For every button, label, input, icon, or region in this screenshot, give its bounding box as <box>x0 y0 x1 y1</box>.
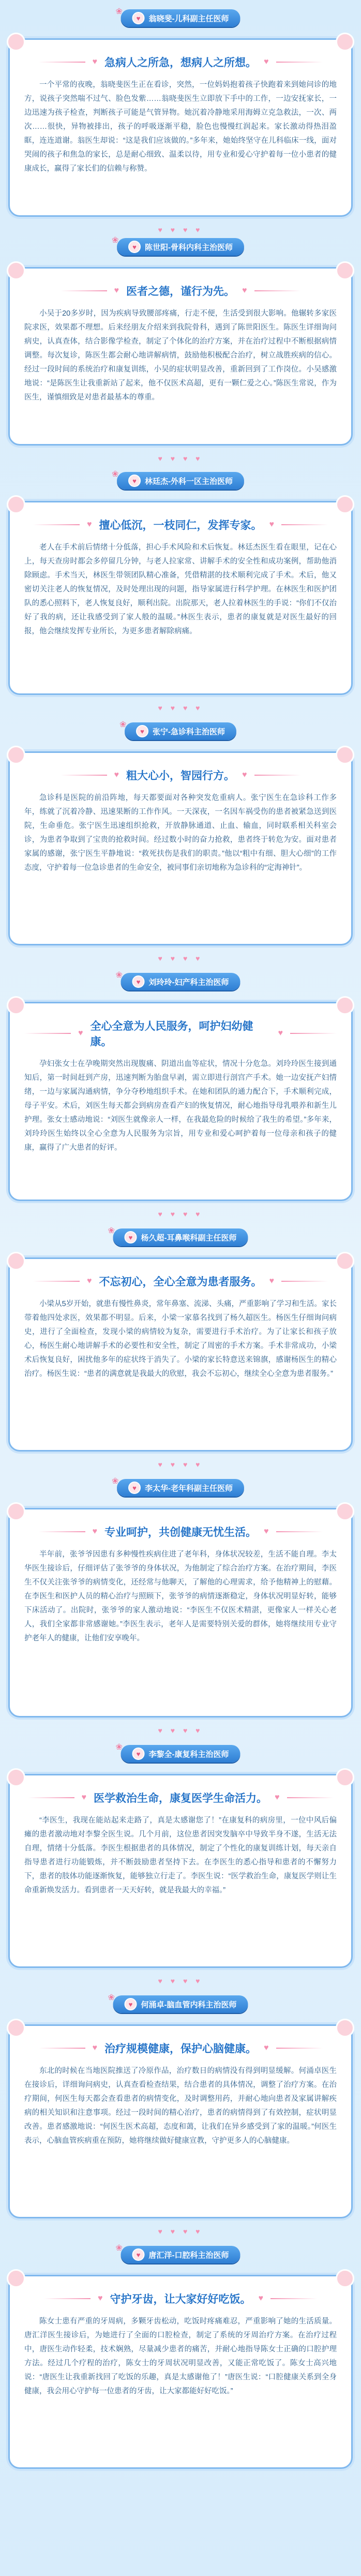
doctor-name-banner <box>115 1743 240 1763</box>
doctor-title: 何涌卓-脑血管内科主治医师 <box>141 2000 237 2009</box>
divider <box>61 775 107 776</box>
heart-icon: ♥ <box>87 520 92 529</box>
hearts-divider-icon: ♥ ♥ ♥ ♥ <box>158 454 203 463</box>
story-body: 陈女士患有严重的牙周病，多颗牙齿松动，吃饭时疼痛难忍，严重影响了她的生活质量。唐汇洋医生接诊后，为她进行了全面的口腔检查，制定了系统的牙周治疗方案。在治疗过程中，唐医生动作轻柔，技术娴熟，尽量减少患者的痛苦，并耐心地指导陈女士正确的口腔护理方法。经过几个疗程的治疗，陈女士的牙周状况明显改善，又能正常吃饭了。陈女士高兴地说：“唐医生让我重新找回了吃饭的乐趣，真是太感谢他了！”唐医生说：“口腔健康关系到全身健康，我会用心守护每一位患者的牙齿，让大家都能好好吃饭。” <box>24 2317 337 2395</box>
heart-icon: ♥ <box>269 520 274 529</box>
bow-icon: ❀ <box>112 470 119 479</box>
divider <box>39 62 85 63</box>
bow-icon: ❀ <box>108 1993 115 2002</box>
doctor-name-banner <box>115 7 240 27</box>
heart-icon: ♥ <box>92 57 97 66</box>
story-heading <box>24 283 337 299</box>
doctor-name-banner <box>108 1226 248 1246</box>
story-body: 急诊科是医院的前沿阵地，每天都要面对各种突发危重病人。张宁医生在急诊科工作多年，练就了沉着冷静、迅速果断的工作作风。一天深夜，一名因车祸受伤的患者被紧急送到医院，生命垂危。张宁医生迅速组织抢救，开放静脉通道、止血、输血，同时联系相关科室会诊，为患者争取到了宝贵的抢救时间。经过数小时的奋力抢救，患者终于转危为安。面对患者家属的感谢，张宁医生平静地说：“救死扶伤是我们的职责。”他以“粗中有细、胆大心细”的工作态度，守护着每一位急诊患者的生命安全，被同事们亲切地称为急诊科的“定海神针”。 <box>24 794 337 872</box>
flower-decoration-icon <box>336 1768 354 1787</box>
flower-decoration-icon <box>7 2019 25 2037</box>
heart-icon: ♥ <box>264 2044 269 2052</box>
bow-icon: ❀ <box>119 720 127 729</box>
story-card <box>8 1257 353 1452</box>
doctor-avatar-icon: ♥ <box>128 1482 141 1494</box>
doctor-name-banner <box>112 470 244 490</box>
story-card <box>8 1774 353 1968</box>
story-body: 孕妇张女士在孕晚期突然出现腹痛、阴道出血等症状，情况十分危急。刘玲玲医生接到通知后，第一时间赶到产房，迅速判断为胎盘早剥，需立即进行剖宫产手术。她一边安抚产妇情绪，一边与家属沟通病情，争分夺秒地组织手术。在她和团队的通力配合下，手术顺利完成，母子平安。术后，刘医生每天都会到病房查看产妇的恢复情况，耐心地指导母乳喂养和新生儿护理。张女士感动地说：“刘医生就像亲人一样，在我最危险的时候给了我生的希望。”多年来，刘玲玲医生始终以全心全意为人民服务为宗旨，用专业和爱心呵护着每一位母亲和孩子的健康，赢得了广大患者的好评。 <box>24 1060 337 1152</box>
flower-decoration-icon <box>7 1252 25 1270</box>
doctor-avatar-icon: ♥ <box>132 1748 145 1760</box>
divider <box>44 2298 91 2299</box>
doctor-title: 林廷杰-外科一区主治医师 <box>145 477 233 486</box>
story-body: 东北的时候在当地医院推送了冷原作品，治疗数日的病情没有得到明显缓解。何涌卓医生在接诊后，详细询问病史，认真查看检查结果，结合患者的具体情况，调整了治疗方案。在治疗期间，何医生每天都会查看患者的病情变化，及时调整用药，并耐心地向患者及家属讲解疾病的相关知识和注意事项。经过一段时间的精心治疗，患者的病情得到了有效控制，症状明显改善。患者感激地说：“何医生医术高超，态度和蔼，让我们在异乡感受到了家的温暖。”何医生表示，心脑血管疾病重在预防，她将继续做好健康宣教，守护更多人的心脑健康。 <box>24 2067 337 2145</box>
doctor-name-banner <box>108 1993 248 2013</box>
heart-icon: ♥ <box>242 771 247 779</box>
flower-decoration-icon <box>336 495 354 514</box>
heart-icon: ♥ <box>92 2044 97 2052</box>
doctor-avatar-icon: ♥ <box>128 241 141 253</box>
story-card <box>8 1002 353 1201</box>
story-body: 小梁从5岁开始，就患有慢性鼻炎，常年鼻塞、流涕、头痛，严重影响了学习和生活。家长带着他四处求医，效果都不明显。后来，小梁一家慕名找到了杨久超医生。杨医生仔细询问病史，进行了全面检查，发现小梁的病情较为复杂，需要进行手术治疗。为了让家长和孩子放心，杨医生耐心地讲解手术的必要性和安全性，制定了周密的手术方案。手术非常成功，小梁术后恢复良好，困扰他多年的症状终于消失了。小梁的家长特意送来锦旗，感谢杨医生的精心治疗。杨医生说：“患者的满意就是我最大的欣慰，我会不忘初心，继续全心全意为患者服务。” <box>24 1300 337 1378</box>
divider <box>276 1531 323 1532</box>
doctor-title: 李太华-老年科副主任医师 <box>145 1484 233 1493</box>
flower-decoration-icon <box>336 2269 354 2288</box>
divider <box>28 1797 74 1798</box>
divider <box>281 524 328 525</box>
flower-decoration-icon <box>336 746 354 764</box>
doctor-name-banner <box>115 971 240 990</box>
story-card <box>8 1508 353 1718</box>
hearts-divider-icon: ♥ ♥ ♥ ♥ <box>158 1977 203 1985</box>
divider <box>254 290 301 291</box>
heading-text: 擅心低沉，一枝同仁，发挥专家。 <box>99 520 262 531</box>
story-heading <box>24 2291 337 2306</box>
heart-icon: ♥ <box>264 57 269 66</box>
heading-text: 急病人之所急，想病人之所想。 <box>104 57 257 69</box>
story-heading <box>24 1018 337 1049</box>
hearts-divider-icon: ♥ ♥ ♥ ♥ <box>158 226 203 234</box>
heart-icon: ♥ <box>242 286 247 295</box>
story-body: 小吴于20多岁时，因为疾病导致腰部疼痛，行走不便，生活受到很大影响。他辗转多家医院求医，效果都不理想。后来经朋友介绍来到我院骨科，遇到了陈世阳医生。陈医生详细询问病史，认真查体，结合影像学检查，制定了个体化的治疗方案，并在治疗过程中不断根据病情调整。每次复诊，陈医生都会耐心地讲解病情，鼓励他积极配合治疗，树立战胜疾病的信心。经过一段时间的系统治疗和康复训练，小吴的症状明显改善，重新回到了工作岗位。小吴感激地说：“是陈医生让我重新站了起来，他不仅医术高超，更有一颗仁爱之心。”陈医生常说，作为医生，谨慎细致是对患者最基本的尊重。 <box>24 309 337 402</box>
divider <box>276 62 323 63</box>
bow-icon: ❀ <box>115 2244 123 2253</box>
doctor-name-banner <box>112 1477 244 1497</box>
story-heading <box>24 54 337 70</box>
doctor-avatar-icon: ♥ <box>125 1998 137 2010</box>
divider <box>290 1033 337 1034</box>
bow-icon: ❀ <box>115 1743 123 1752</box>
heading-text: 守护牙齿，让大家好好吃饭。 <box>110 2293 251 2305</box>
heart-icon: ♥ <box>114 771 119 779</box>
doctor-avatar-icon: ♥ <box>132 12 145 24</box>
heading-text: 粗大心小，智园行方。 <box>126 770 235 782</box>
heading-text: 医者之德，谨行为先。 <box>126 286 235 298</box>
flower-decoration-icon <box>7 261 25 280</box>
divider <box>254 775 301 776</box>
heart-icon: ♥ <box>264 1527 269 1536</box>
doctor-title: 张宁-急诊科主治医师 <box>153 727 225 736</box>
doctor-title: 陈世阳-骨科内科主治医师 <box>145 243 233 252</box>
story-card <box>8 2275 353 2469</box>
flower-decoration-icon <box>7 1768 25 1787</box>
doctor-name-banner <box>115 2244 240 2263</box>
divider <box>24 1033 71 1034</box>
doctor-title: 刘玲玲-妇产科主治医师 <box>148 978 229 987</box>
flower-decoration-icon <box>336 33 354 51</box>
story-body: 一个平常的夜晚，翁晓斐医生正在看诊，突然，一位妈妈抱着孩子快跑着来到她问诊的地方，说孩子突然喘不过气、脸色发紫……翁晓斐医生立即放下手中的工作，一边安抚家长，一边迅速为孩子检查，判断孩子可能是气管异物。她沉着冷静地采用海姆立克急救法，一次、两次……很快，异物被排出，孩子的呼吸逐渐平稳，脸色也慢慢红润起来。家长激动得热泪盈眶，连连道谢。翁医生却说：“这是我们应该做的。”多年来，她始终坚守在儿科临床一线，面对哭闹的孩子和焦急的家长，总是耐心细致、温柔以待，用专业和爱心守护着每一位小患者的健康成长，赢得了家长们的信赖与称赞。 <box>24 81 337 173</box>
heading-text: 专业呵护，共创健康无忧生活。 <box>104 1527 257 1538</box>
heading-text: 不忘初心，全心全意为患者服务。 <box>99 1276 262 1288</box>
hearts-divider-icon: ♥ ♥ ♥ ♥ <box>158 954 203 963</box>
story-card <box>8 38 353 217</box>
doctor-title: 杨久超-耳鼻喉科副主任医师 <box>141 1233 237 1242</box>
divider <box>276 2048 323 2049</box>
heading-text: 全心全意为人民服务，呵护妇幼健康。 <box>90 1020 253 1048</box>
heart-icon: ♥ <box>278 1029 283 1038</box>
story-body: 老人在手术前后情绪十分低落，担心手术风险和术后恢复。林廷杰医生看在眼里，记在心上，每天查房时都会多停留几分钟，与老人拉家常、讲解手术的安全性和成功案例，帮助他消除顾虑。手术当天，林医生带领团队精心准备，凭借精湛的技术顺利完成了手术。术后，他又密切关注老人的恢复情况，及时处理出现的问题，指导家属进行科学护理。在林医生和医护团队的悉心照料下，老人恢复良好，顺利出院。出院那天，老人拉着林医生的手说：“你们不仅治好了我的病，还让我感受到了家人般的温暖。”林医生表示，患者的康复就是对医生最好的回报，他会继续发挥专业所长，为更多患者解除病痛。 <box>24 543 337 635</box>
flower-decoration-icon <box>7 33 25 51</box>
hearts-divider-icon: ♥ ♥ ♥ ♥ <box>158 1460 203 1469</box>
divider <box>39 1531 85 1532</box>
heart-icon: ♥ <box>81 1793 86 1802</box>
heart-icon: ♥ <box>258 2294 263 2303</box>
flower-decoration-icon <box>336 1252 354 1270</box>
story-card <box>8 751 353 945</box>
hearts-divider-icon: ♥ ♥ ♥ ♥ <box>158 704 203 712</box>
doctor-title: 唐汇洋-口腔科主治医师 <box>148 2251 229 2260</box>
heading-text: 医学救治生命，康复医学生命活力。 <box>94 1793 267 1804</box>
doctor-avatar-icon: ♥ <box>136 725 148 737</box>
divider <box>61 290 107 291</box>
flower-decoration-icon <box>7 996 25 1015</box>
doctor-name-banner <box>112 236 244 256</box>
divider <box>33 524 80 525</box>
divider <box>281 1281 328 1282</box>
story-heading <box>24 1274 337 1289</box>
flower-decoration-icon <box>336 2019 354 2037</box>
bow-icon: ❀ <box>108 1226 115 1235</box>
flower-decoration-icon <box>7 2269 25 2288</box>
flower-decoration-icon <box>7 746 25 764</box>
flower-decoration-icon <box>336 1502 354 1521</box>
flower-decoration-icon <box>336 996 354 1015</box>
story-heading <box>24 2040 337 2056</box>
doctor-title: 翁晓斐-儿科副主任医师 <box>148 14 229 23</box>
divider <box>270 2298 317 2299</box>
divider <box>287 1797 334 1798</box>
story-body: “李医生，我现在能站起来走路了，真是太感谢您了！”在康复科的病房里，一位中风后偏瘫的患者激动地对李黎全医生说。几个月前，这位患者因突发脑卒中导致半身不遂，生活无法自理，情绪十分低落。李医生根据患者的具体情况，制定了个性化的康复训练计划，每天亲自指导患者进行功能锻炼，并不断鼓励患者坚持下去。在李医生的悉心指导和患者的不懈努力下，患者的肢体功能逐渐恢复，能够独立行走了。李医生说：“医学救治生命，康复医学则让生命重新焕发活力。看到患者一天天好转，就是我最大的幸福。” <box>24 1816 337 1894</box>
doctor-title: 李黎全-康复科主治医师 <box>148 1750 229 1759</box>
story-heading <box>24 1524 337 1539</box>
doctor-avatar-icon: ♥ <box>132 2248 145 2261</box>
hearts-divider-icon: ♥ ♥ ♥ ♥ <box>158 1210 203 1218</box>
bow-icon: ❀ <box>115 7 123 16</box>
heart-icon: ♥ <box>98 2294 103 2303</box>
flower-decoration-icon <box>336 261 354 280</box>
heart-icon: ♥ <box>114 286 119 295</box>
heart-icon: ♥ <box>275 1793 280 1802</box>
doctor-avatar-icon: ♥ <box>128 475 141 487</box>
story-heading <box>24 1790 337 1805</box>
heart-icon: ♥ <box>92 1527 97 1536</box>
story-body: 半年前，张爷爷因患有多种慢性疾病住进了老年科，身体状况较差，生活不能自理。李太华医生接诊后，仔细评估了张爷爷的身体状况，为他制定了综合治疗方案。在治疗期间，李医生不仅关注张爷爷的病情变化，还经常与他聊天，了解他的心理需求，给予他精神上的慰藉。在李医生和医护人员的精心治疗与照顾下，张爷爷的病情逐渐稳定，身体状况明显好转，能够下床活动了。出院时，张爷爷的家人激动地说：“李医生不仅医术精湛，更像家人一样关心老人，我们全家都非常感谢她。”李医生表示，老年人是需要特别关爱的群体，她将继续用专业守护老年人的健康，让他们安享晚年。 <box>24 1550 337 1642</box>
story-heading <box>24 517 337 532</box>
heading-text: 治疗规模健康，保护心脑健康。 <box>104 2043 257 2055</box>
story-card <box>8 501 353 695</box>
doctor-avatar-icon: ♥ <box>132 975 145 988</box>
doctor-avatar-icon: ♥ <box>125 1231 137 1243</box>
heart-icon: ♥ <box>87 1277 92 1285</box>
divider <box>39 2048 85 2049</box>
bow-icon: ❀ <box>112 1477 119 1486</box>
hearts-divider-icon: ♥ ♥ ♥ ♥ <box>158 2227 203 2236</box>
flower-decoration-icon <box>7 1502 25 1521</box>
flower-decoration-icon <box>7 495 25 514</box>
story-heading <box>24 767 337 783</box>
bow-icon: ❀ <box>112 236 119 245</box>
divider <box>33 1281 80 1282</box>
heart-icon: ♥ <box>269 1277 274 1285</box>
doctor-name-banner <box>119 720 236 740</box>
story-card <box>8 267 353 446</box>
story-card <box>8 2024 353 2218</box>
hearts-divider-icon: ♥ ♥ ♥ ♥ <box>158 1726 203 1735</box>
heart-icon: ♥ <box>78 1029 83 1038</box>
bow-icon: ❀ <box>115 971 123 980</box>
